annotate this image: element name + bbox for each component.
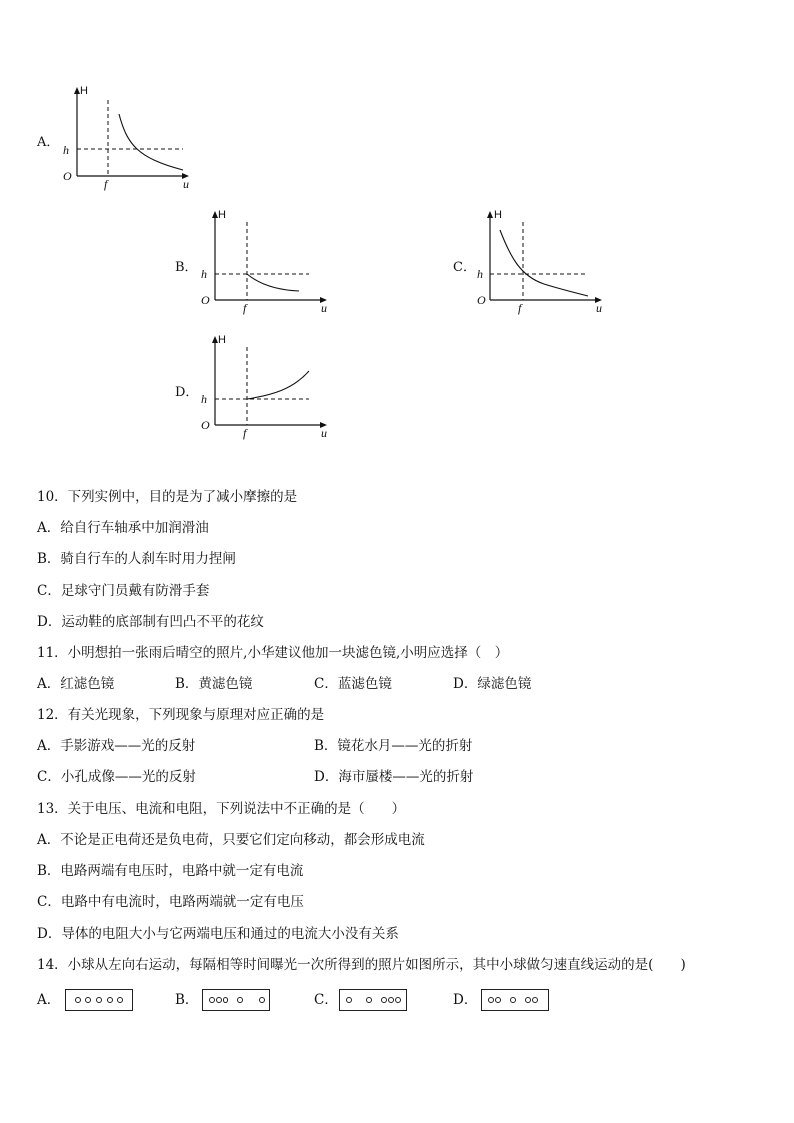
graph-b-u: u [321, 301, 327, 315]
graph-c-u: u [596, 301, 602, 315]
q13-option-b[interactable]: B．电路两端有电压时，电路中就一定有电流 [37, 863, 304, 879]
graph-d-u: u [321, 426, 327, 440]
q10-option-d[interactable]: D．运动鞋的底部制有凹凸不平的花纹 [37, 614, 264, 630]
graph-b-h: h [201, 267, 207, 281]
graph-c-o: O [477, 293, 486, 307]
ball [75, 997, 81, 1003]
option-c-label: C． [453, 260, 476, 275]
ball [532, 997, 538, 1003]
ball [510, 997, 516, 1003]
q12-option-d[interactable]: D．海市蜃楼——光的折射 [314, 769, 474, 785]
graph-d-f: f [243, 426, 247, 440]
q14-option-d-label[interactable]: D． [453, 992, 478, 1008]
graph-b-axis-y: H [218, 209, 226, 221]
ball [259, 997, 265, 1003]
q14-strobe-b [202, 989, 270, 1011]
ball [366, 997, 372, 1003]
graph-d-h: h [201, 392, 207, 406]
q13-option-a[interactable]: A．不论是正电荷还是负电荷，只要它们定向移动，都会形成电流 [37, 832, 425, 848]
ball [525, 997, 531, 1003]
q14-option-b-label[interactable]: B． [175, 992, 199, 1008]
ball [395, 997, 401, 1003]
q11-option-a[interactable]: A．红滤色镜 [37, 676, 115, 692]
q12-option-c[interactable]: C．小孔成像——光的反射 [37, 769, 196, 785]
ball [488, 997, 494, 1003]
graph-d-o: O [201, 418, 210, 432]
q14-strobe-d [481, 989, 549, 1011]
graph-b-f: f [243, 301, 247, 315]
ball [495, 997, 501, 1003]
ball [96, 997, 102, 1003]
graph-c-axis-y: H [494, 209, 502, 221]
q10-option-b[interactable]: B．骑自行车的人刹车时用力捏闸 [37, 551, 236, 567]
graph-a-u: u [183, 177, 189, 191]
ball [346, 997, 352, 1003]
q11-option-c[interactable]: C．蓝滤色镜 [314, 676, 392, 692]
ball [107, 997, 113, 1003]
q14-stem: 14．小球从左向右运动，每隔相等时间曝光一次所得到的照片如图所示，其中小球做匀速直线运动的是( ) [37, 957, 686, 973]
graph-d-axis-y: H [218, 334, 226, 346]
q14-option-a-label[interactable]: A． [37, 992, 61, 1008]
ball [388, 997, 394, 1003]
q12-option-b[interactable]: B．镜花水月——光的折射 [314, 738, 473, 754]
q13-option-c[interactable]: C．电路中有电流时，电路两端就一定有电压 [37, 894, 304, 910]
q10-option-c[interactable]: C．足球守门员戴有防滑手套 [37, 583, 210, 599]
ball [237, 997, 243, 1003]
ball [209, 997, 215, 1003]
q11-option-d[interactable]: D．绿滤色镜 [453, 676, 532, 692]
option-b-label: B． [175, 260, 198, 275]
ball [223, 997, 229, 1003]
graph-c-f: f [518, 301, 522, 315]
q11-option-b[interactable]: B．黄滤色镜 [175, 676, 253, 692]
q13-stem: 13．关于电压、电流和电阻，下列说法中不正确的是（ ） [37, 801, 406, 817]
q12-option-a[interactable]: A．手影游戏——光的反射 [37, 738, 196, 754]
graph-c-h: h [477, 267, 483, 281]
ball [381, 997, 387, 1003]
q11-stem: 11．小明想拍一张雨后晴空的照片,小华建议他加一块滤色镜,小明应选择（ ） [37, 645, 509, 661]
q14-strobe-a [65, 989, 133, 1011]
graph-a-o: O [63, 169, 72, 183]
q10-option-a[interactable]: A．给自行车轴承中加润滑油 [37, 520, 209, 536]
graph-a-f: f [104, 177, 108, 191]
q14-option-c-label[interactable]: C． [314, 992, 338, 1008]
graph-a-axis-y: H [80, 85, 88, 97]
graph-b-o: O [201, 293, 210, 307]
graph-a-h: h [63, 143, 69, 157]
option-a-label: A． [37, 135, 60, 150]
ball [117, 997, 123, 1003]
option-d-label: D． [175, 385, 199, 400]
q14-strobe-c [339, 989, 407, 1011]
q10-stem: 10．下列实例中，目的是为了减小摩擦的是 [37, 489, 298, 505]
ball [85, 997, 91, 1003]
q12-stem: 12．有关光现象，下列现象与原理对应正确的是 [37, 707, 325, 723]
ball [216, 997, 222, 1003]
q13-option-d[interactable]: D．导体的电阻大小与它两端电压和通过的电流大小没有关系 [37, 926, 399, 942]
